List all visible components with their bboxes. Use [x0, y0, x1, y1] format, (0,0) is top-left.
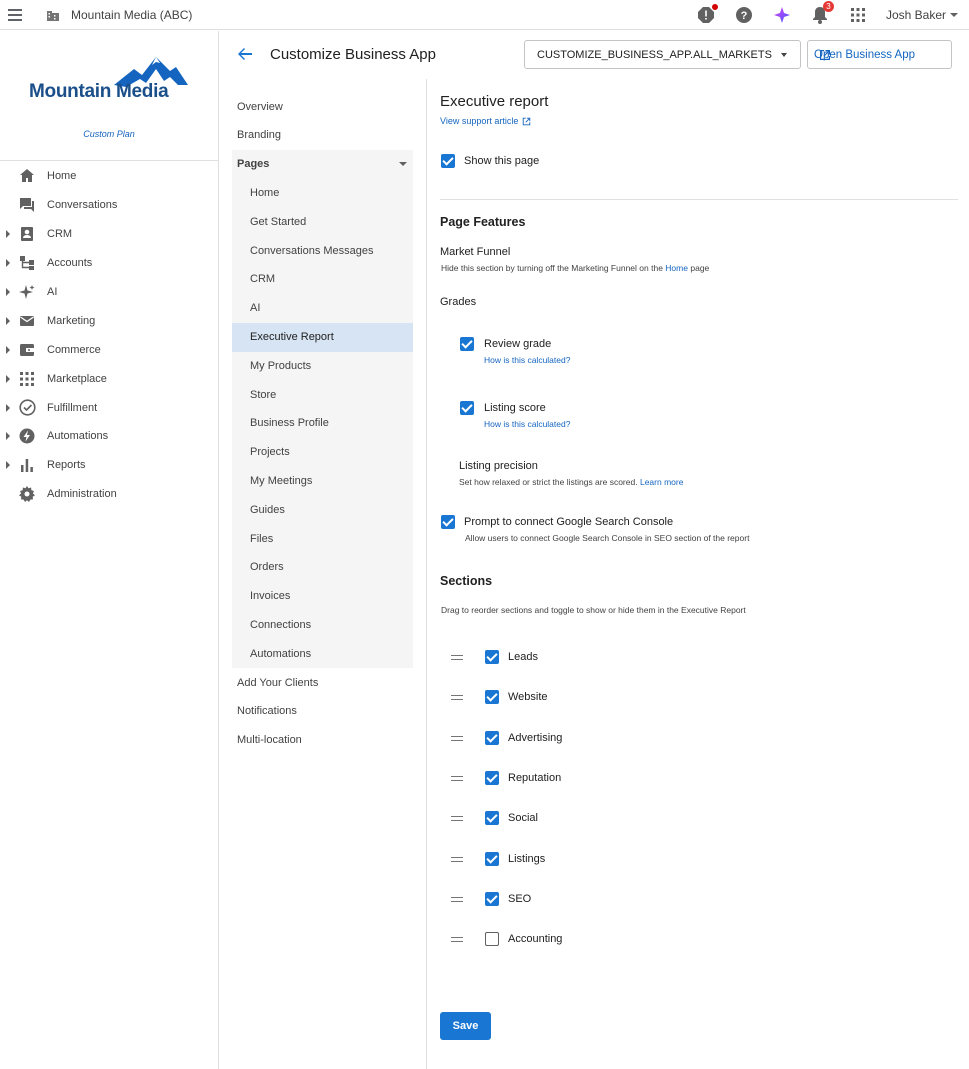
drag-handle-icon[interactable] [451, 857, 463, 862]
review-grade-help-link[interactable]: How is this calculated? [484, 355, 571, 365]
subnav-add-clients[interactable]: Add Your Clients [237, 677, 319, 689]
section-checkbox-listings[interactable] [485, 852, 499, 866]
user-name[interactable]: Josh Baker [885, 8, 946, 22]
bolt-icon [18, 427, 36, 445]
grid-icon [18, 370, 36, 388]
nav-item-label: Commerce [47, 343, 101, 356]
nav-item-label: Automations [47, 430, 109, 443]
top-bar [0, 0, 969, 30]
alert-dot [712, 4, 718, 10]
page-item-business-profile[interactable]: Business Profile [250, 417, 329, 430]
chevron-down-icon[interactable] [399, 162, 407, 166]
show-page-label: Show this page [464, 155, 540, 167]
accounts-icon [18, 254, 36, 272]
chevron-right-icon[interactable] [6, 461, 10, 469]
section-checkbox-leads[interactable] [485, 650, 499, 664]
chevron-right-icon[interactable] [6, 230, 10, 238]
show-page-checkbox[interactable] [441, 154, 455, 168]
bell-icon[interactable] [810, 2, 831, 25]
nav-item-label: Fulfillment [47, 401, 98, 414]
section-checkbox-website[interactable] [485, 690, 499, 704]
subnav-multi-location[interactable]: Multi-location [237, 734, 302, 746]
sparkle-icon [18, 283, 36, 301]
drag-handle-icon[interactable] [451, 695, 463, 700]
section-label: Accounting [508, 933, 563, 946]
section-label: SEO [508, 892, 532, 905]
page-item-get-started[interactable]: Get Started [250, 215, 307, 228]
market-funnel-desc: Hide this section by turning off the Marketing Funnel on the Home page [441, 263, 710, 273]
gsc-prompt-label: Prompt to connect Google Search Console [464, 516, 674, 528]
page-item-invoices[interactable]: Invoices [250, 590, 291, 603]
org-name[interactable]: Mountain Media (ABC) [71, 7, 193, 22]
nav-item-automations[interactable] [0, 422, 218, 451]
open-external-icon [522, 117, 531, 126]
listing-score-label: Listing score [484, 402, 546, 414]
section-label: Listings [508, 852, 546, 865]
page-item-files[interactable]: Files [250, 532, 274, 545]
section-label: Leads [508, 651, 538, 663]
notification-count: 3 [823, 1, 834, 12]
back-arrow-icon[interactable] [237, 46, 253, 65]
market-select-value: CUSTOMIZE_BUSINESS_APP.ALL_MARKETS [537, 48, 772, 61]
nav-item-label: Administration [47, 488, 117, 501]
subnav-notifications[interactable]: Notifications [237, 705, 297, 717]
page-item-ai[interactable]: AI [250, 302, 261, 315]
drag-handle-icon[interactable] [451, 776, 463, 781]
section-label: Advertising [508, 731, 563, 744]
page-item-conversations-messages[interactable]: Conversations Messages [250, 244, 374, 257]
menu-icon[interactable] [8, 9, 22, 21]
page-item-my-products[interactable]: My Products [250, 359, 312, 372]
section-label: Website [508, 691, 548, 704]
chevron-down-icon [781, 53, 787, 57]
chevron-right-icon[interactable] [6, 432, 10, 440]
open-business-app-button[interactable] [807, 40, 952, 69]
save-button[interactable]: Save [440, 1012, 491, 1040]
nav-item-conversations[interactable] [0, 191, 218, 220]
listing-score-help-link[interactable]: How is this calculated? [484, 419, 571, 429]
svg-text:?: ? [740, 10, 748, 22]
support-article-link[interactable] [440, 116, 531, 126]
page-item-my-meetings[interactable]: My Meetings [250, 475, 313, 487]
page-title: Customize Business App [270, 46, 436, 63]
chevron-right-icon[interactable] [6, 317, 10, 325]
sections-heading: Sections [440, 574, 493, 588]
drag-handle-icon[interactable] [451, 816, 463, 821]
subnav-overview[interactable]: Overview [237, 101, 283, 113]
nav-item-accounts[interactable] [0, 249, 218, 278]
page-item-store[interactable]: Store [250, 388, 277, 401]
wallet-icon [18, 341, 36, 359]
nav-item-fulfillment[interactable] [0, 393, 218, 422]
page-item-projects[interactable]: Projects [250, 446, 290, 459]
nav-item-label: Reports [47, 459, 86, 472]
listing-score-checkbox[interactable] [460, 401, 474, 415]
page-item-crm[interactable]: CRM [250, 273, 276, 286]
contacts-icon [18, 225, 36, 243]
drag-handle-icon[interactable] [451, 937, 463, 942]
review-grade-label: Review grade [484, 338, 552, 350]
chevron-right-icon[interactable] [6, 375, 10, 383]
chevron-right-icon[interactable] [6, 288, 10, 296]
market-funnel-label: Market Funnel [440, 246, 511, 258]
nav-item-label: Accounts [47, 257, 93, 270]
nav-item-home[interactable] [0, 162, 218, 191]
nav-item-ai[interactable] [0, 278, 218, 307]
section-label: Social [508, 812, 538, 825]
page-item-connections[interactable]: Connections [250, 619, 312, 631]
section-checkbox-seo[interactable] [485, 892, 499, 906]
divider [440, 199, 958, 200]
section-checkbox-advertising[interactable] [485, 731, 499, 745]
learn-more-link[interactable]: Learn more [639, 477, 684, 487]
left-sidebar [0, 31, 219, 1069]
sections-desc: Drag to reorder sections and toggle to show or hide them in the Executive Report [441, 605, 746, 615]
section-checkbox-reputation[interactable] [485, 771, 499, 785]
nav-item-label: AI [47, 286, 58, 298]
nav-item-marketing[interactable] [0, 306, 218, 335]
pages-group-header[interactable]: Pages [237, 158, 270, 170]
chevron-right-icon[interactable] [6, 404, 10, 412]
section-checkbox-social[interactable] [485, 811, 499, 825]
page-item-home[interactable]: Home [250, 187, 280, 199]
plan-label: Custom Plan [83, 129, 135, 139]
review-grade-checkbox[interactable] [460, 337, 474, 351]
brand-logo-text: Mountain Media [29, 81, 169, 102]
section-checkbox-accounting[interactable] [485, 932, 499, 946]
drag-handle-icon[interactable] [451, 897, 463, 902]
grades-label: Grades [440, 296, 477, 308]
nav-item-label: Home [47, 170, 77, 183]
chevron-right-icon[interactable] [6, 259, 10, 267]
page-header [219, 31, 969, 79]
building-icon [46, 8, 60, 22]
ai-sparkle-icon[interactable] [772, 5, 792, 25]
nav-item-label: Marketing [47, 314, 96, 327]
chat-icon [18, 196, 36, 214]
nav-item-commerce[interactable] [0, 335, 218, 364]
gsc-prompt-checkbox[interactable] [441, 515, 455, 529]
support-article-label: View support article [440, 116, 519, 126]
apps-grid-icon[interactable] [848, 5, 868, 25]
section-label: Reputation [508, 771, 562, 784]
content-title: Executive report [440, 93, 549, 110]
nav-item-reports[interactable] [0, 451, 218, 480]
drag-handle-icon[interactable] [451, 736, 463, 741]
home-page-link[interactable]: Home [665, 263, 688, 273]
page-item-orders[interactable]: Orders [250, 561, 284, 574]
market-select[interactable] [524, 40, 801, 69]
gear-icon [18, 485, 36, 503]
nav-item-crm[interactable] [0, 220, 218, 249]
nav-item-label: CRM [47, 228, 73, 241]
bar-chart-icon [18, 456, 36, 474]
subnav-branding[interactable]: Branding [237, 129, 282, 141]
customize-subnav [219, 79, 427, 1069]
pages-group [232, 150, 413, 668]
chevron-down-icon[interactable] [950, 13, 958, 17]
page-item-guides[interactable]: Guides [250, 503, 285, 516]
gsc-prompt-desc: Allow users to connect Google Search Console in SEO section of the report [465, 533, 750, 543]
main-nav [0, 161, 218, 509]
brand-area [0, 31, 218, 161]
nav-item-label: Conversations [47, 199, 118, 212]
page-features-heading: Page Features [440, 215, 526, 229]
page-item-executive-report[interactable]: Executive Report [232, 323, 413, 352]
alert-icon[interactable] [696, 5, 716, 25]
chevron-right-icon[interactable] [6, 346, 10, 354]
page-item-automations[interactable]: Automations [250, 647, 312, 660]
drag-handle-icon[interactable] [451, 655, 463, 660]
listing-precision-desc: Set how relaxed or strict the listings are scored. Learn more [459, 477, 684, 487]
nav-item-label: Marketplace [47, 372, 107, 385]
mail-icon [18, 312, 36, 330]
nav-item-marketplace[interactable] [0, 364, 218, 393]
listing-precision-label: Listing precision [459, 460, 538, 472]
open-business-app-label: Open Business App [814, 48, 916, 61]
home-icon [18, 167, 36, 185]
nav-item-administration[interactable] [0, 480, 218, 509]
executive-report-settings [428, 79, 969, 1069]
help-icon[interactable] [734, 5, 754, 25]
check-circle-icon [18, 399, 36, 417]
